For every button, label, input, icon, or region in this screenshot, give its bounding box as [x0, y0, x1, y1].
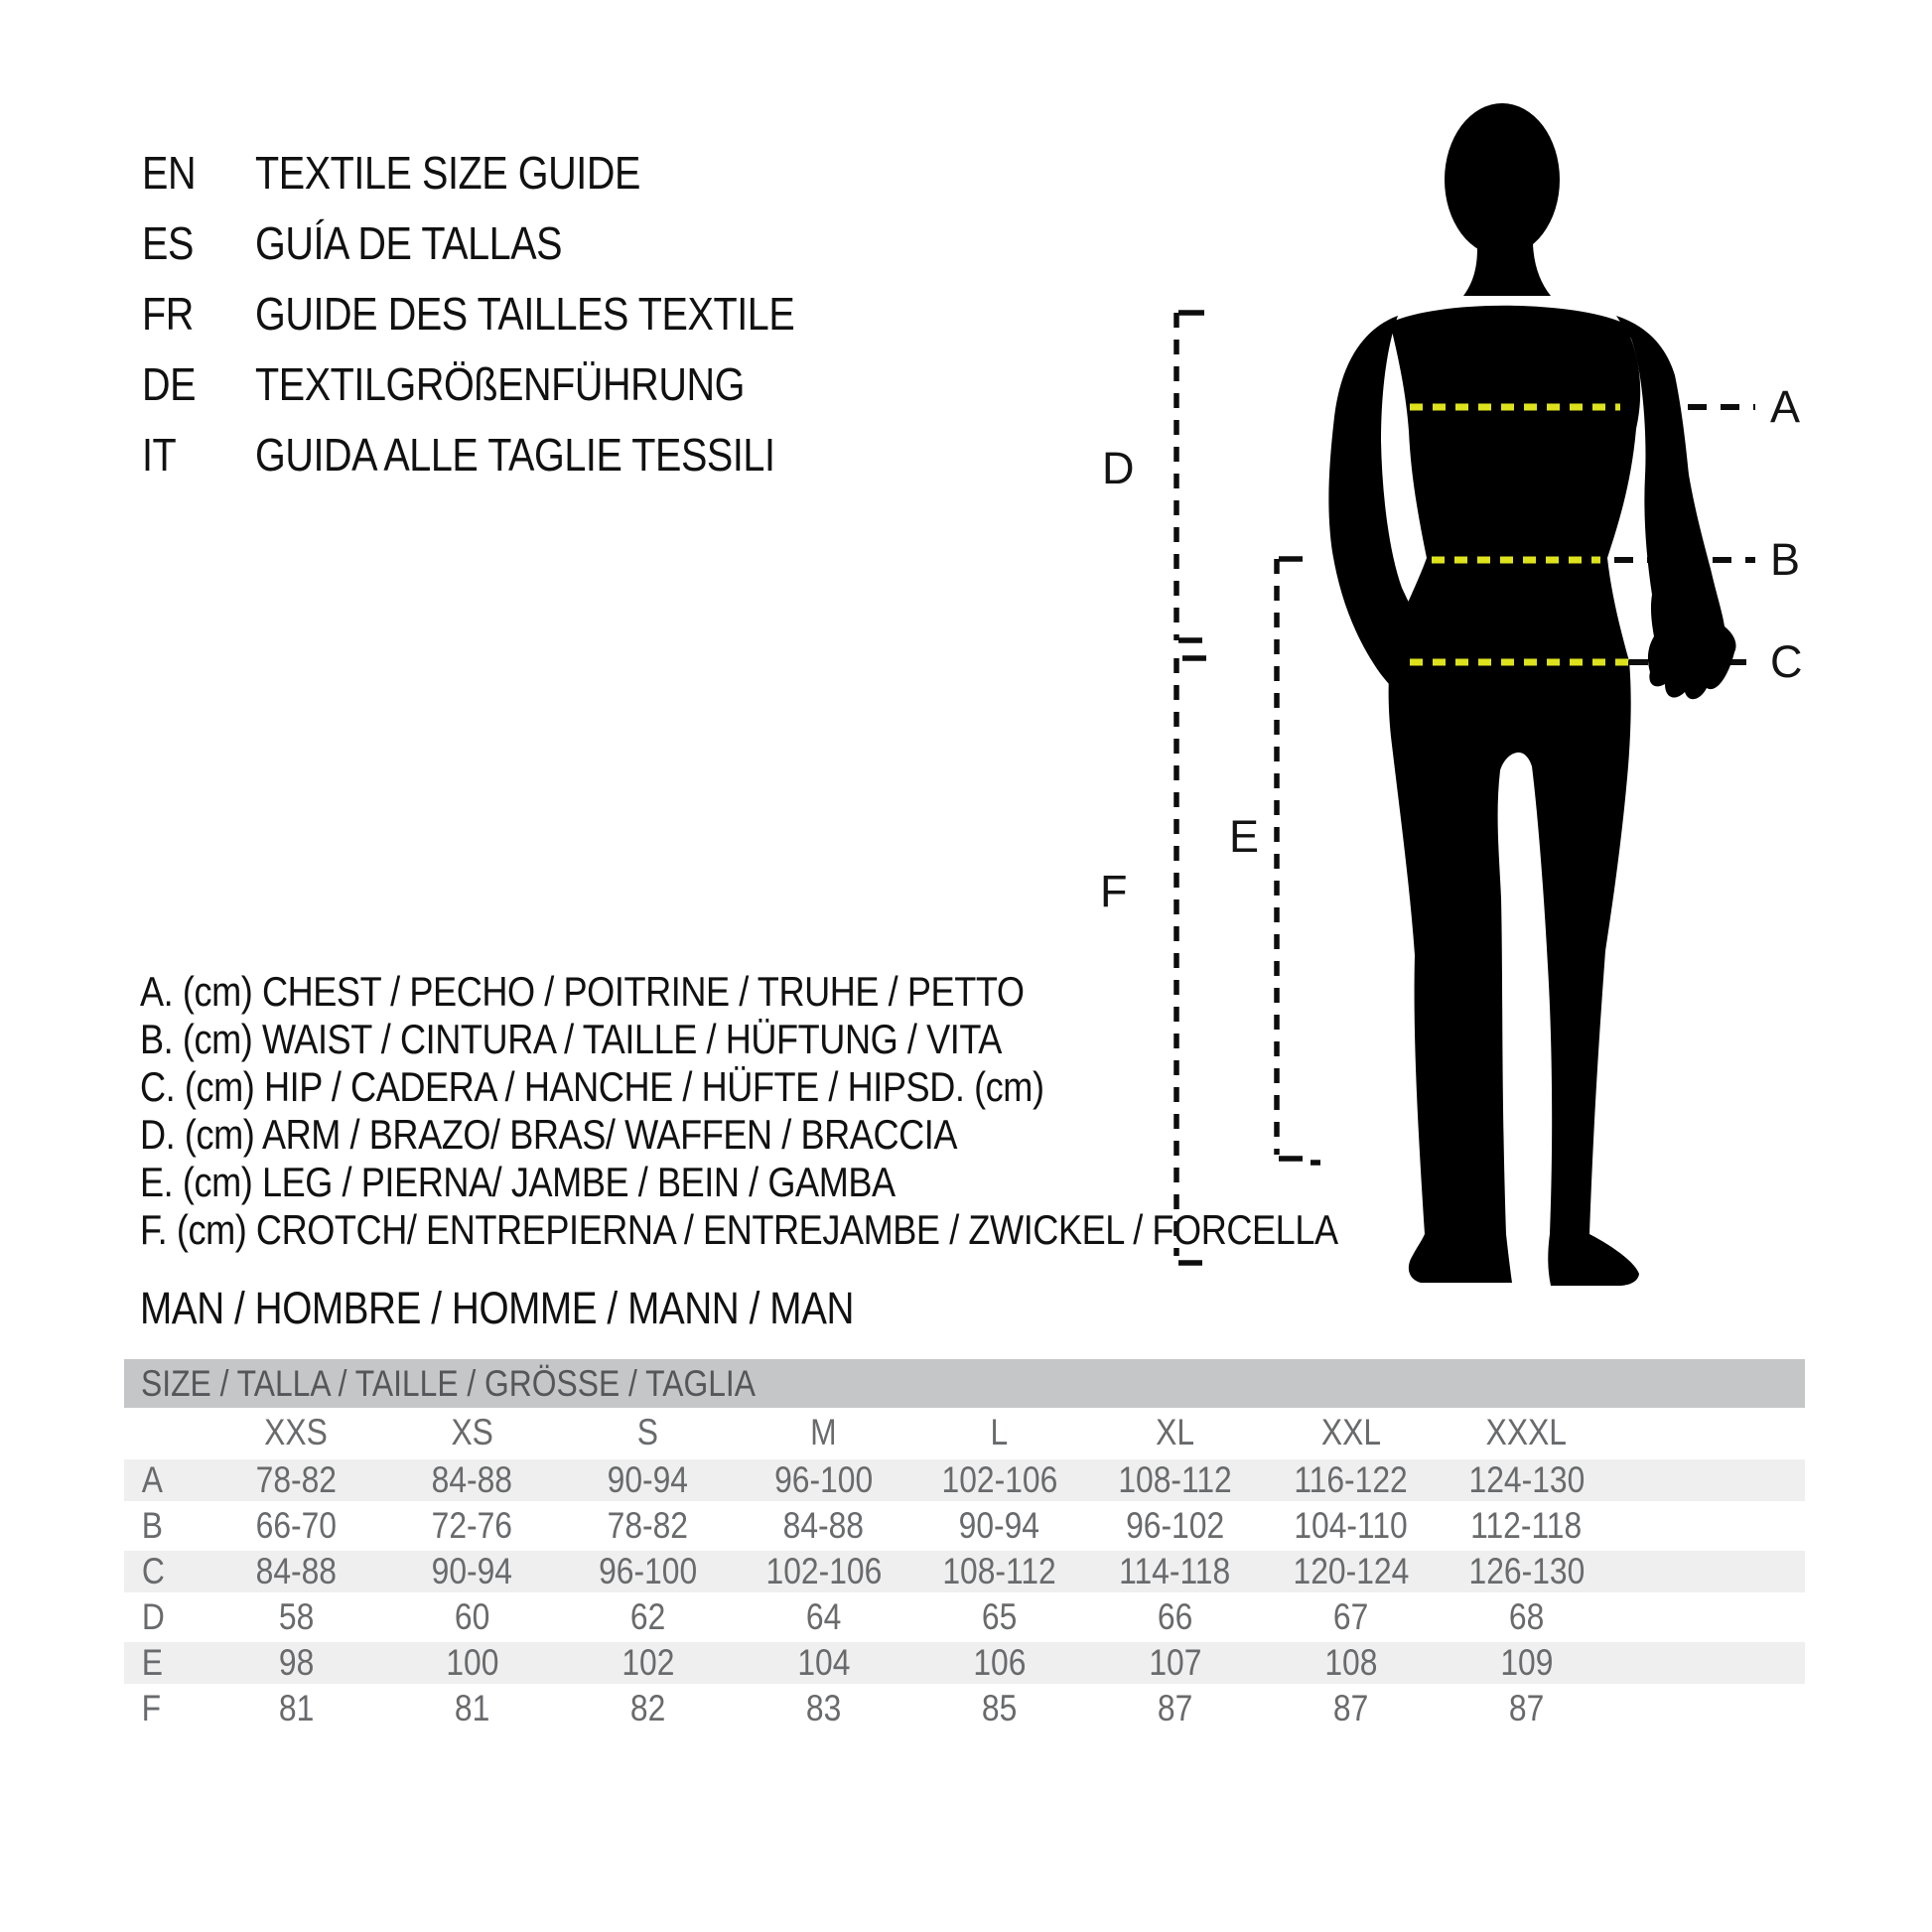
size-col-xxs: XXS	[264, 1412, 329, 1452]
table-row-b: B 66-70 72-76 78-82 84-88 90-94 96-102 104-110 112-118	[141, 1505, 1583, 1546]
language-row-en	[142, 137, 883, 207]
row-label: F	[141, 1688, 162, 1728]
table-row-f: F 81 81 82 83 85 87 87 87	[141, 1688, 1545, 1728]
row-label: C	[141, 1551, 165, 1591]
language-row-it	[142, 419, 883, 489]
guide-title-es: GUÍA DE TALLAS	[255, 216, 563, 269]
language-title-block	[142, 137, 883, 489]
size-col-xxxl: XXXL	[1485, 1412, 1568, 1452]
size-col-xs: XS	[451, 1412, 493, 1452]
legend-item-c: C. (cm) HIP / CADERA / HANCHE / HÜFTE / HIPSD. (cm)	[140, 1063, 1044, 1110]
head-shape	[1445, 103, 1560, 256]
size-col-l: L	[990, 1412, 1009, 1452]
measure-label-a: A	[1770, 381, 1801, 432]
measure-label-d: D	[1102, 443, 1135, 493]
language-code: DE	[142, 357, 197, 410]
size-table	[124, 1359, 1805, 1731]
row-label: B	[141, 1505, 163, 1546]
guide-title-fr: GUIDE DES TAILLES TEXTILE	[255, 287, 795, 340]
size-col-xl: XL	[1156, 1412, 1194, 1452]
language-code: FR	[142, 287, 194, 340]
size-col-s: S	[636, 1412, 659, 1452]
row-label: E	[141, 1642, 163, 1683]
guide-title-de: TEXTILGRÖßENFÜHRUNG	[255, 357, 745, 410]
language-code: IT	[142, 428, 177, 481]
language-code: EN	[142, 146, 197, 199]
language-row-es	[142, 207, 883, 278]
legend-item-d: D. (cm) ARM / BRAZO/ BRAS/ WAFFEN / BRACCIA	[140, 1111, 958, 1158]
measure-label-c: C	[1770, 636, 1803, 687]
guide-title-en: TEXTILE SIZE GUIDE	[255, 146, 640, 199]
table-row-e: E 98 100 102 104 106 107 108 109	[124, 1640, 1805, 1686]
row-label: D	[141, 1596, 165, 1637]
size-table-title: SIZE / TALLA / TAILLE / GRÖSSE / TAGLIA	[141, 1362, 756, 1404]
size-table-header-bar	[124, 1359, 1805, 1408]
guide-title-it: GUIDA ALLE TAGLIE TESSILI	[255, 428, 775, 481]
category-line: MAN / HOMBRE / HOMME / MANN / MAN	[140, 1283, 854, 1333]
measurement-legend	[140, 968, 1533, 1254]
legend-item-e: E. (cm) LEG / PIERNA/ JAMBE / BEIN / GAMBA	[140, 1159, 896, 1205]
size-table-columns-row	[124, 1408, 1805, 1457]
measure-label-b: B	[1770, 534, 1801, 585]
table-row-a: A 78-82 84-88 90-94 96-100 102-106 108-112 116-122 124-130	[124, 1457, 1805, 1503]
measure-label-e: E	[1229, 811, 1260, 862]
size-col-xxl: XXL	[1320, 1412, 1381, 1452]
legend-item-f: F. (cm) CROTCH/ ENTREPIERNA / ENTREJAMBE / ZWICKEL / FORCELLA	[140, 1206, 1338, 1253]
legend-item-b: B. (cm) WAIST / CINTURA / TAILLE / HÜFTUNG / VITA	[140, 1016, 1002, 1062]
table-row-d: D 58 60 62 64 65 66 67 68	[141, 1596, 1545, 1637]
measure-label-f: F	[1100, 866, 1128, 916]
language-row-fr	[142, 278, 883, 348]
language-code: ES	[142, 216, 194, 269]
legend-item-a: A. (cm) CHEST / PECHO / POITRINE / TRUHE / PETTO	[140, 968, 1025, 1015]
row-label: A	[141, 1459, 163, 1500]
table-row-c: C 84-88 90-94 96-100 102-106 108-112 114-118 120-124 126-130	[124, 1549, 1805, 1594]
size-col-m: M	[810, 1412, 837, 1452]
language-row-de	[142, 348, 883, 419]
